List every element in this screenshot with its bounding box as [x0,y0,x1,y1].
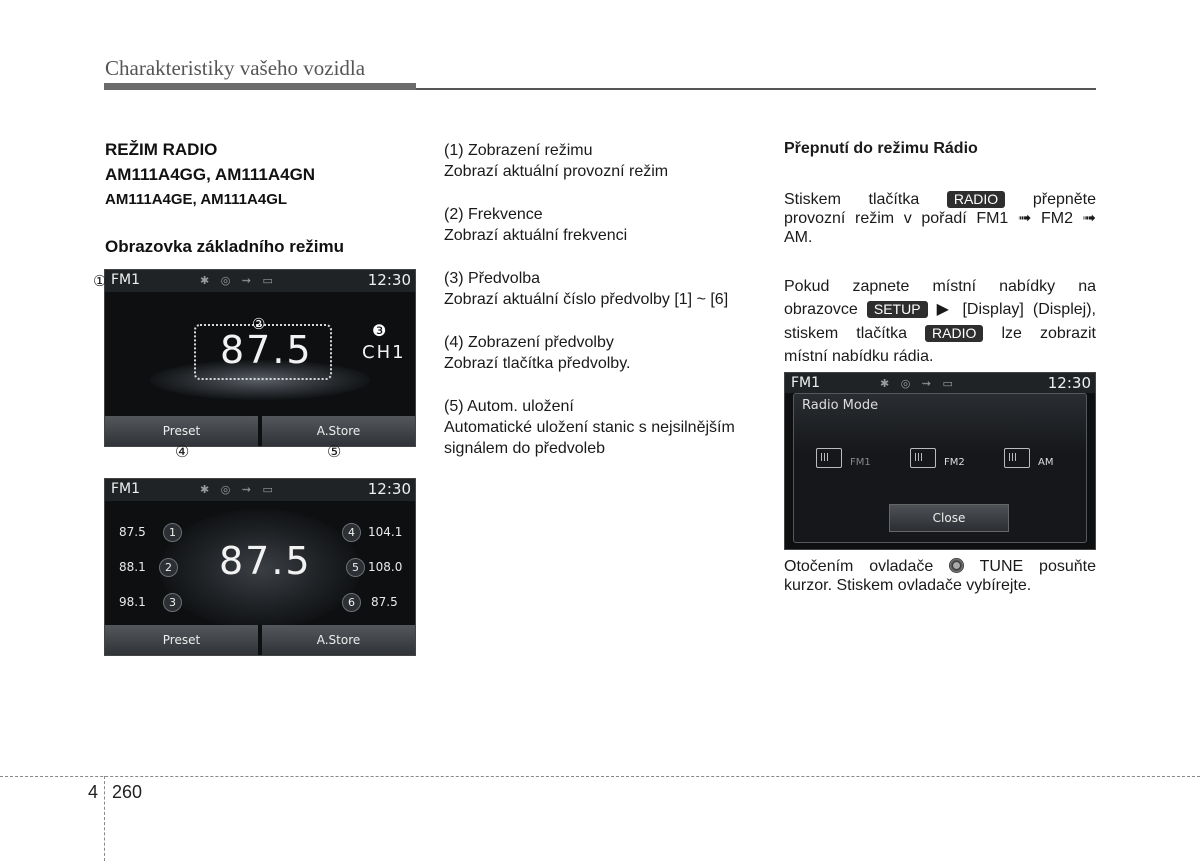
chapter-number: 4 [88,782,99,802]
p2-line2 [784,298,1096,322]
basic-mode-screen [104,269,416,447]
tune-knob-icon [949,558,964,573]
status-icons: ✱ ◎ ⇝ ▭ [200,483,277,496]
radio-mode-panel [793,393,1087,543]
p1-line2: provozní režim v pořadí FM1 ➟ FM2 ➟ [784,210,1096,227]
frequency-display: 87.5 [219,539,312,583]
clock: 12:30 [367,271,411,289]
paragraph-local-menu [784,276,1096,368]
mode-indicator: FM1 [791,375,821,391]
mode-indicator: FM1 [111,272,141,288]
preset-freq-3[interactable]: 98.1 [119,595,146,609]
callout-1: ① [93,273,107,290]
p2-line4: místní nabídku rádia. [784,348,934,365]
heading-radio-mode: REŽIM RADIO [105,140,218,159]
legend-desc: Zobrazí tlačítka předvolby. [444,355,631,372]
text: obrazovce [784,301,858,318]
header-title: Charakteristiky vašeho vozidla [105,56,366,80]
preset-number-2[interactable]: 2 [159,558,178,577]
mode-fm1[interactable]: FM1 [850,457,871,468]
preset-freq-2[interactable]: 88.1 [119,560,146,574]
p3-line2: kurzor. Stiskem ovladače vybírejte. [784,577,1032,594]
callout-3: ❸ [372,323,387,340]
legend-item-3 [444,268,764,310]
heading-models-2: AM111A4GE, AM111A4GL [105,191,288,208]
status-icons: ✱ ◎ ⇝ ▭ [200,274,277,287]
clock: 12:30 [1047,374,1091,392]
callout-5: ⑤ [327,444,342,461]
radio-icon[interactable] [1004,448,1030,468]
legend-item-2 [444,204,764,246]
radio-mode-screen [784,372,1096,550]
mode-fm2[interactable]: FM2 [944,457,965,468]
preset-freq-5[interactable]: 108.0 [368,560,403,574]
page-number: 260 [112,782,143,802]
preset-number-1[interactable]: 1 [163,523,182,542]
preset-number-5[interactable]: 5 [346,558,365,577]
legend-title: (5) Autom. uložení [444,398,574,415]
legend-desc: Automatické uložení stanic s nejsilnějším signálem do předvoleb [444,419,735,457]
button-row [105,416,415,446]
preset-freq-1[interactable]: 87.5 [119,525,146,539]
text: přepněte [1032,191,1097,208]
radio-icon[interactable] [910,448,936,468]
radio-key-label: RADIO [925,325,983,342]
preset-button[interactable]: Preset [105,416,258,446]
text: lze zobrazit [1001,325,1096,342]
astore-button[interactable]: A.Store [262,625,415,655]
preset-freq-6[interactable]: 87.5 [371,595,398,609]
frequency-display: 87.5 [220,328,313,372]
radio-icon[interactable] [816,448,842,468]
legend-desc: Zobrazí aktuální provozní režim [444,163,669,180]
button-row [105,625,415,655]
clock: 12:30 [367,480,411,498]
preset-button[interactable]: Preset [105,625,258,655]
preset-number-3[interactable]: 3 [163,593,182,612]
text: Otočením ovladače [784,558,934,575]
p2-line3 [784,322,1096,346]
preset-screen [104,478,416,656]
legend-desc: Zobrazí aktuální frekvenci [444,227,628,244]
legend-list [444,140,764,481]
astore-button[interactable]: A.Store [262,416,415,446]
panel-title: Radio Mode [802,398,879,413]
status-bar [105,270,415,292]
preset-number-6[interactable]: 6 [342,593,361,612]
callout-4: ④ [175,444,190,461]
mode-am[interactable]: AM [1038,457,1054,468]
header-bar [104,83,416,90]
subheading-basic-screen: Obrazovka základního režimu [105,237,345,256]
status-bar [785,373,1095,393]
legend-title: (2) Frekvence [444,206,543,223]
legend-title: (1) Zobrazení režimu [444,142,593,159]
heading-switch-radio: Přepnutí do režimu Rádio [784,140,978,157]
p1-line1 [784,190,1096,209]
mode-indicator: FM1 [111,481,141,497]
text: TUNE posuňte [979,558,1096,575]
preset-freq-4[interactable]: 104.1 [368,525,403,539]
p1-line3: AM. [784,229,813,246]
callout-2: ② [252,316,266,333]
legend-title: (4) Zobrazení předvolby [444,334,614,351]
footer-vertical-divider [104,776,105,861]
status-bar [105,479,415,501]
footer-divider [0,776,1200,777]
heading-models-1: AM111A4GG, AM111A4GN [105,165,316,184]
p2-line1: Pokud zapnete místní nabídky na [784,278,1096,295]
radio-key-label: RADIO [947,191,1005,208]
legend-item-4 [444,332,764,374]
legend-desc: Zobrazí aktuální číslo předvolby [1] ~ [6] [444,291,729,308]
close-button[interactable]: Close [889,504,1009,532]
paragraph-tune [784,557,1096,595]
header-rule [416,88,1096,90]
preset-number-4[interactable]: 4 [342,523,361,542]
legend-item-1 [444,140,764,182]
text: Stiskem tlačítka [784,191,920,208]
legend-item-5 [444,396,764,459]
legend-title: (3) Předvolba [444,270,541,287]
status-icons: ✱ ◎ ⇝ ▭ [880,377,957,390]
text: stiskem tlačítka [784,325,907,342]
setup-key-label: SETUP [867,301,928,318]
p3-line1 [784,557,1096,576]
channel-display: CH1 [362,342,406,363]
text: ▶ [Display] (Displej), [936,301,1096,318]
paragraph-switch [784,190,1096,247]
